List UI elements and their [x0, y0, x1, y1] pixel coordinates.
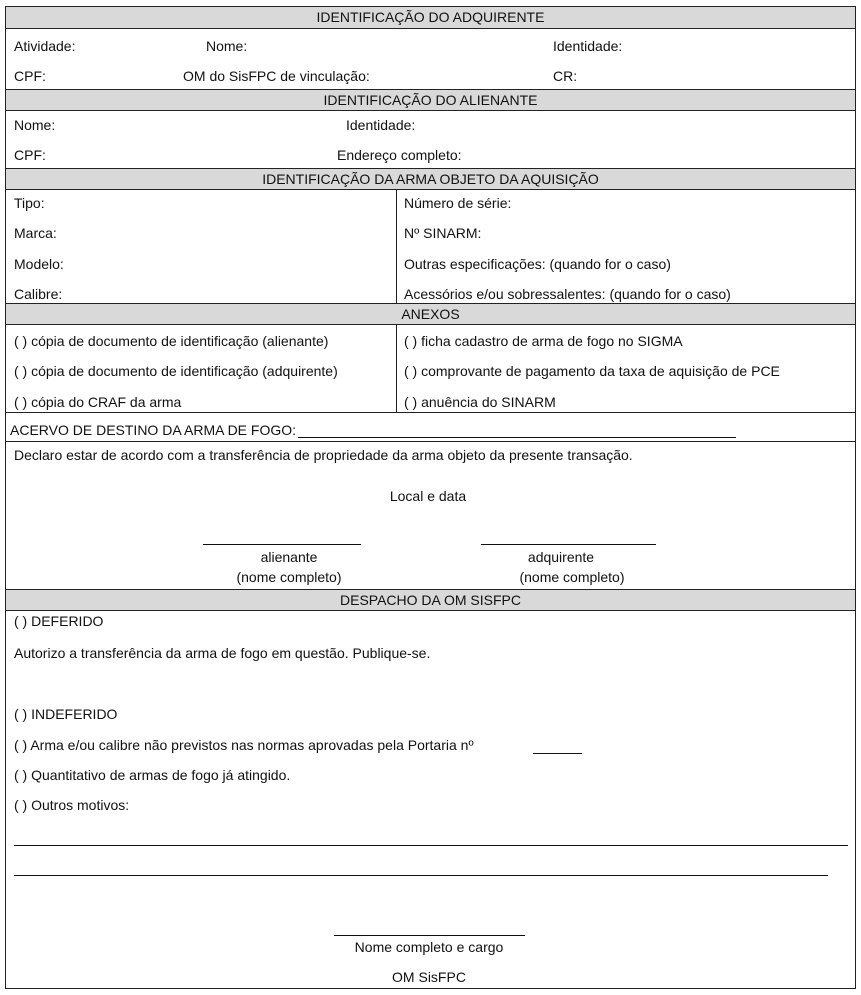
checkbox-anexo-pce[interactable]: ( ) comprovante de pagamento da taxa de aquisição de PCE	[404, 363, 780, 379]
section-header-adquirente: IDENTIFICAÇÃO DO ADQUIRENTE	[6, 7, 855, 29]
label-autorizo: Autorizo a transferência da arma de fogo em questão. Publique-se.	[14, 645, 431, 661]
label-alienante-signature: alienante	[260, 549, 318, 565]
section-header-alienante: IDENTIFICAÇÃO DO ALIENANTE	[6, 89, 855, 111]
label-sinarm: Nº SINARM:	[404, 225, 482, 241]
acervo-blank-line[interactable]	[298, 437, 736, 438]
label-acessorios: Acessórios e/ou sobressalentes: (quando for o caso)	[404, 286, 731, 302]
checkbox-deferido[interactable]: ( ) DEFERIDO	[14, 613, 104, 629]
checkbox-anexo-id-adquirente[interactable]: ( ) cópia de documento de identificação (adquirente)	[14, 363, 338, 379]
label-tipo: Tipo:	[14, 195, 45, 211]
checkbox-anexo-sigma[interactable]: ( ) ficha cadastro de arma de fogo no SIGMA	[404, 333, 683, 349]
label-acervo: ACERVO DE DESTINO DA ARMA DE FOGO:	[10, 422, 297, 438]
signature-line-adquirente[interactable]	[481, 544, 656, 545]
section-header-arma: IDENTIFICAÇÃO DA ARMA OBJETO DA AQUISIÇÃO	[6, 168, 855, 190]
declaration-text: Declaro estar de acordo com a transferência de propriedade da arma objeto da presente transação.	[14, 447, 633, 463]
column-divider	[396, 190, 397, 303]
label-om-sisfpc: OM SisFPC	[392, 969, 466, 985]
checkbox-motivo-quantitativo[interactable]: ( ) Quantitativo de armas de fogo já atingido.	[14, 767, 291, 783]
label-adquirente-signature: adquirente	[527, 549, 595, 565]
label-modelo: Modelo:	[14, 256, 64, 272]
signature-line-alienante[interactable]	[203, 544, 361, 545]
label-adquirente-nome-completo: (nome completo)	[519, 569, 625, 585]
portaria-number-blank[interactable]	[533, 753, 582, 754]
label-calibre: Calibre:	[14, 286, 63, 302]
label-om-vinculacao: OM do SisFPC de vinculação:	[183, 68, 370, 84]
label-nome-cargo: Nome completo e cargo	[354, 939, 504, 955]
label-nome-adquirente: Nome:	[206, 38, 248, 54]
label-outras-especificacoes: Outras especificações: (quando for o caso)	[404, 256, 671, 272]
divider	[6, 412, 855, 413]
label-cpf-adquirente: CPF:	[14, 68, 46, 84]
divider	[6, 441, 855, 442]
label-cpf-alienante: CPF:	[14, 147, 46, 163]
label-numero-serie: Número de série:	[404, 195, 512, 211]
outros-motivos-line-2[interactable]	[14, 875, 828, 876]
label-local-data: Local e data	[389, 488, 467, 504]
label-identidade-alienante: Identidade:	[346, 117, 416, 133]
checkbox-anexo-sinarm[interactable]: ( ) anuência do SINARM	[404, 394, 556, 410]
checkbox-indeferido[interactable]: ( ) INDEFERIDO	[14, 706, 118, 722]
checkbox-outros-motivos[interactable]: ( ) Outros motivos:	[14, 797, 130, 813]
checkbox-anexo-craf[interactable]: ( ) cópia do CRAF da arma	[14, 394, 182, 410]
label-nome-alienante: Nome:	[14, 117, 56, 133]
label-endereco: Endereço completo:	[337, 147, 462, 163]
section-header-despacho: DESPACHO DA OM SISFPC	[6, 589, 855, 611]
section-header-anexos: ANEXOS	[6, 303, 855, 325]
signature-line-om[interactable]	[334, 935, 525, 936]
label-cr: CR:	[553, 68, 578, 84]
label-atividade: Atividade:	[14, 38, 76, 54]
label-marca: Marca:	[14, 225, 57, 241]
checkbox-motivo-portaria[interactable]: ( ) Arma e/ou calibre não previstos nas normas aprovadas pela Portaria nº	[14, 737, 474, 753]
label-identidade-adquirente: Identidade:	[553, 38, 623, 54]
transfer-form	[5, 6, 856, 989]
checkbox-anexo-id-alienante[interactable]: ( ) cópia de documento de identificação (alienante)	[14, 333, 329, 349]
column-divider	[396, 325, 397, 412]
label-alienante-nome-completo: (nome completo)	[236, 569, 342, 585]
outros-motivos-line-1[interactable]	[14, 845, 848, 846]
